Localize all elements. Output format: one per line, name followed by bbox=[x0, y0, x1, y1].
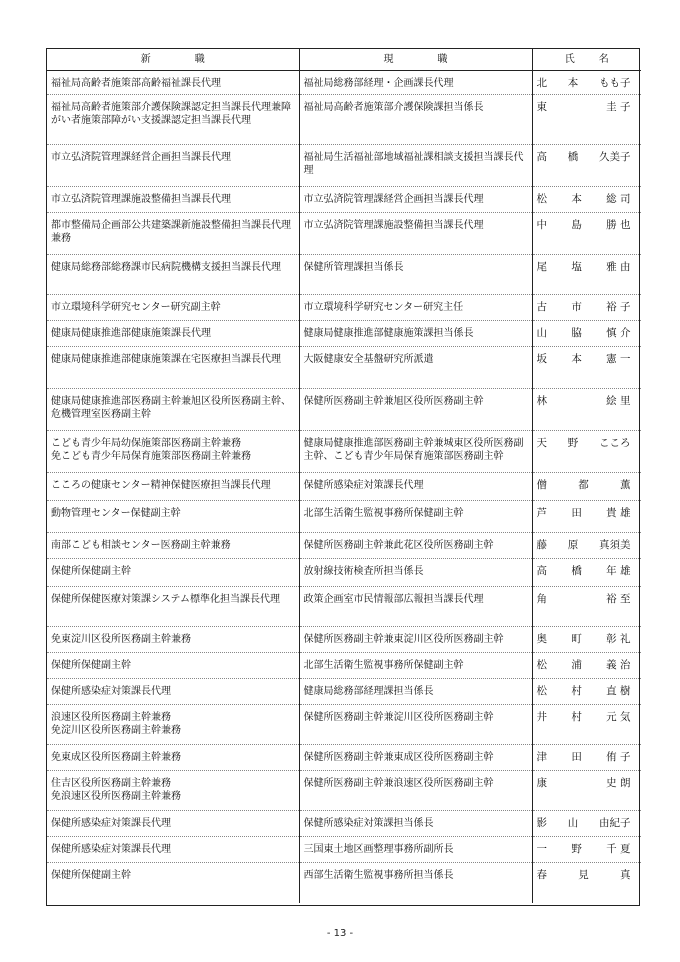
new-post-cell bbox=[47, 627, 299, 653]
name-part-surname-1: 尾 bbox=[536, 261, 547, 273]
table-row bbox=[47, 837, 641, 863]
person-name bbox=[537, 437, 631, 450]
name-part-given-name: 久美子 bbox=[599, 151, 631, 163]
name-part-surname-2: 野 bbox=[567, 437, 579, 449]
current-post-cell bbox=[299, 389, 532, 431]
person-name bbox=[537, 219, 631, 232]
current-post-text: 保健所感染症対策課長代理 bbox=[303, 480, 424, 491]
table-row bbox=[47, 431, 641, 473]
name-part-surname-2: 村 bbox=[571, 711, 582, 723]
new-post-cell bbox=[47, 95, 299, 145]
new-post-cell bbox=[47, 473, 299, 501]
new-post-text: 保健所感染症対策課長代理 bbox=[51, 818, 171, 829]
current-post-cell bbox=[299, 627, 532, 653]
name-cell bbox=[532, 295, 641, 321]
current-post-text: 保健所医務副主幹兼東淀川区役所医務副主幹 bbox=[303, 634, 504, 645]
name-cell bbox=[532, 255, 641, 295]
name-part-surname-2: 脇 bbox=[571, 327, 582, 339]
current-post-text: 保健所医務副主幹兼淀川区役所医務副主幹 bbox=[303, 712, 494, 723]
name-part-surname-1: 奥 bbox=[536, 633, 547, 645]
table-row bbox=[47, 187, 641, 213]
table-header-row bbox=[47, 49, 641, 71]
person-name bbox=[537, 261, 631, 274]
table-row bbox=[47, 679, 641, 705]
name-part-surname-2: 塩 bbox=[571, 261, 582, 273]
new-post-cell bbox=[47, 213, 299, 255]
new-post-cell bbox=[47, 679, 299, 705]
name-part-given-name: 元 気 bbox=[606, 711, 631, 723]
new-post-cell bbox=[47, 145, 299, 187]
table-row bbox=[47, 295, 641, 321]
name-part-surname-1: 山 bbox=[536, 327, 547, 339]
name-part-surname-2: 町 bbox=[571, 633, 582, 645]
current-post-text: 福祉局高齢者施策部介護保険課担当係長 bbox=[303, 102, 484, 113]
new-post-text: 健康局健康推進部医務副主幹兼旭区役所医務副主幹、危機管理室医務副主幹 bbox=[51, 396, 291, 420]
table-row bbox=[47, 559, 641, 587]
table-row bbox=[47, 71, 641, 95]
new-post-cell bbox=[47, 533, 299, 559]
new-post-cell bbox=[47, 187, 299, 213]
name-part-surname-1: 中 bbox=[536, 219, 547, 231]
current-post-cell bbox=[299, 705, 532, 745]
name-part-surname-1: 松 bbox=[536, 685, 547, 697]
name-cell bbox=[532, 653, 641, 679]
new-post-cell bbox=[47, 559, 299, 587]
current-post-text: 保健所管理課担当係長 bbox=[303, 262, 404, 273]
name-part-given-name: 史 朗 bbox=[606, 777, 631, 789]
name-part-given-name: 薫 bbox=[620, 479, 631, 491]
current-post-text: 政策企画室市民情報部広報担当課長代理 bbox=[303, 594, 484, 605]
new-post-text: 住吉区役所医務副主幹兼務 免浪速区役所医務副主幹兼務 bbox=[51, 778, 181, 802]
name-part-surname-2: 浦 bbox=[571, 659, 582, 671]
name-part-surname-1: 康 bbox=[536, 777, 547, 789]
current-post-text: 北部生活衛生監視事務所保健副主幹 bbox=[303, 508, 464, 519]
name-cell bbox=[532, 321, 641, 347]
personnel-table bbox=[47, 49, 641, 903]
name-part-given-name: 裕 子 bbox=[606, 301, 631, 313]
person-name bbox=[537, 539, 631, 552]
name-cell bbox=[532, 501, 641, 533]
current-post-text: 市立環境科学研究センター研究主任 bbox=[303, 302, 464, 313]
name-cell bbox=[532, 559, 641, 587]
name-part-surname-1: 藤 bbox=[536, 539, 547, 551]
name-part-given-name: 真 bbox=[620, 869, 631, 881]
name-part-surname-1: 高 bbox=[536, 151, 547, 163]
name-part-given-name: 憲 一 bbox=[606, 353, 631, 365]
name-part-surname-2: 山 bbox=[567, 817, 579, 829]
current-post-text: 健康局健康推進部医務副主幹兼城東区役所医務副主幹、こども青少年局保育施策部医務副主幹 bbox=[303, 438, 524, 462]
name-cell bbox=[532, 705, 641, 745]
name-part-surname-2: 本 bbox=[571, 193, 582, 205]
table-row bbox=[47, 627, 641, 653]
new-post-cell bbox=[47, 347, 299, 389]
table-row bbox=[47, 653, 641, 679]
name-part-surname-1: 僧 bbox=[536, 479, 547, 491]
table-body bbox=[47, 71, 641, 903]
current-post-cell bbox=[299, 771, 532, 811]
current-post-text: 福祉局生活福祉部地域福祉課相談支援担当課長代理 bbox=[303, 152, 524, 176]
person-name bbox=[537, 869, 631, 882]
current-post-cell bbox=[299, 811, 532, 837]
person-name bbox=[537, 507, 631, 520]
table-row bbox=[47, 473, 641, 501]
person-name bbox=[537, 151, 631, 164]
new-post-text: 福祉局高齢者施策部高齢福祉課長代理 bbox=[51, 78, 221, 89]
current-post-text: 保健所医務副主幹兼浪速区役所医務副主幹 bbox=[303, 778, 494, 789]
name-cell bbox=[532, 347, 641, 389]
new-post-cell bbox=[47, 811, 299, 837]
name-cell bbox=[532, 627, 641, 653]
new-post-text: 健康局健康推進部健康施策課在宅医療担当課長代理 bbox=[51, 354, 281, 365]
new-post-text: 都市整備局企画部公共建築課新施設整備担当課長代理兼務 bbox=[51, 220, 291, 244]
name-cell bbox=[532, 95, 641, 145]
name-part-surname-1: 井 bbox=[536, 711, 547, 723]
name-part-surname-2: 橋 bbox=[567, 151, 579, 163]
current-post-cell bbox=[299, 255, 532, 295]
name-part-surname-2: 野 bbox=[571, 843, 582, 855]
page-number: - 13 - bbox=[326, 928, 354, 939]
current-post-text: 市立弘済院管理課施設整備担当課長代理 bbox=[303, 220, 484, 231]
person-name bbox=[537, 77, 631, 90]
person-name bbox=[537, 565, 631, 578]
current-post-text: 保健所医務副主幹兼此花区役所医務副主幹 bbox=[303, 540, 494, 551]
current-post-cell bbox=[299, 145, 532, 187]
new-post-text: 保健所保健副主幹 bbox=[51, 660, 131, 671]
new-post-cell bbox=[47, 501, 299, 533]
person-name bbox=[537, 327, 631, 340]
name-cell bbox=[532, 431, 641, 473]
name-part-given-name: もも子 bbox=[599, 77, 631, 89]
table-row bbox=[47, 745, 641, 771]
current-post-cell bbox=[299, 533, 532, 559]
personnel-table-frame bbox=[46, 48, 640, 906]
name-part-given-name: 勝 也 bbox=[606, 219, 631, 231]
name-part-surname-1: 東 bbox=[536, 101, 547, 113]
person-name bbox=[537, 353, 631, 366]
new-post-cell bbox=[47, 431, 299, 473]
name-part-surname-1: 一 bbox=[536, 843, 547, 855]
name-cell bbox=[532, 771, 641, 811]
person-name bbox=[537, 593, 631, 606]
new-post-cell bbox=[47, 321, 299, 347]
new-post-text: 動物管理センター保健副主幹 bbox=[51, 508, 181, 519]
current-post-text: 北部生活衛生監視事務所保健副主幹 bbox=[303, 660, 464, 671]
table-row bbox=[47, 95, 641, 145]
current-post-cell bbox=[299, 95, 532, 145]
person-name bbox=[537, 685, 631, 698]
header-name: 氏 名 bbox=[532, 49, 641, 71]
person-name bbox=[537, 711, 631, 724]
table-row bbox=[47, 255, 641, 295]
name-part-given-name: 真須美 bbox=[599, 539, 631, 551]
name-part-surname-1: 高 bbox=[536, 565, 547, 577]
name-part-given-name: 総 司 bbox=[606, 193, 631, 205]
name-part-given-name: 侑 子 bbox=[606, 751, 631, 763]
name-cell bbox=[532, 679, 641, 705]
name-part-given-name: 圭 子 bbox=[606, 101, 631, 113]
name-part-surname-1: 芦 bbox=[536, 507, 547, 519]
current-post-cell bbox=[299, 213, 532, 255]
name-part-surname-2: 原 bbox=[567, 539, 579, 551]
new-post-cell bbox=[47, 71, 299, 95]
name-part-given-name: 裕 至 bbox=[606, 593, 631, 605]
current-post-text: 保健所医務副主幹兼旭区役所医務副主幹 bbox=[303, 396, 484, 407]
table-row bbox=[47, 389, 641, 431]
new-post-text: 健康局健康推進部健康施策課長代理 bbox=[51, 328, 211, 339]
name-part-surname-2: 都 bbox=[578, 479, 589, 491]
name-part-surname-2: 島 bbox=[571, 219, 582, 231]
current-post-cell bbox=[299, 187, 532, 213]
name-part-given-name: 慎 介 bbox=[606, 327, 631, 339]
person-name bbox=[537, 659, 631, 672]
current-post-cell bbox=[299, 653, 532, 679]
new-post-cell bbox=[47, 745, 299, 771]
table-row bbox=[47, 863, 641, 903]
name-part-surname-2: 田 bbox=[571, 507, 582, 519]
current-post-cell bbox=[299, 431, 532, 473]
table-row bbox=[47, 347, 641, 389]
name-cell bbox=[532, 811, 641, 837]
name-part-surname-2: 見 bbox=[578, 869, 589, 881]
person-name bbox=[537, 817, 631, 830]
name-part-surname-1: 松 bbox=[536, 659, 547, 671]
name-part-surname-1: 角 bbox=[536, 593, 547, 605]
current-post-cell bbox=[299, 501, 532, 533]
name-part-given-name: 絵 里 bbox=[606, 395, 631, 407]
name-part-given-name: こころ bbox=[599, 437, 631, 449]
new-post-text: こども青少年局幼保施策部医務副主幹兼務 免こども青少年局保育施策部医務副主幹兼務 bbox=[51, 438, 251, 462]
table-row bbox=[47, 145, 641, 187]
current-post-cell bbox=[299, 587, 532, 627]
name-part-surname-2: 市 bbox=[571, 301, 582, 313]
new-post-text: 保健所感染症対策課長代理 bbox=[51, 844, 171, 855]
current-post-text: 健康局総務部経理課担当係長 bbox=[303, 686, 434, 697]
table-row bbox=[47, 213, 641, 255]
table-row bbox=[47, 587, 641, 627]
new-post-cell bbox=[47, 653, 299, 679]
new-post-text: こころの健康センター精神保健医療担当課長代理 bbox=[51, 480, 271, 491]
person-name bbox=[537, 633, 631, 646]
person-name bbox=[537, 751, 631, 764]
new-post-text: 免東淀川区役所医務副主幹兼務 bbox=[51, 634, 191, 645]
name-part-surname-2: 本 bbox=[571, 353, 582, 365]
name-part-surname-1: 影 bbox=[536, 817, 547, 829]
current-post-cell bbox=[299, 347, 532, 389]
new-post-cell bbox=[47, 771, 299, 811]
name-part-given-name: 貴 雄 bbox=[606, 507, 631, 519]
current-post-text: 保健所医務副主幹兼東成区役所医務副主幹 bbox=[303, 752, 494, 763]
new-post-cell bbox=[47, 389, 299, 431]
current-post-text: 市立弘済院管理課経営企画担当課長代理 bbox=[303, 194, 484, 205]
person-name bbox=[537, 843, 631, 856]
current-post-cell bbox=[299, 837, 532, 863]
name-part-surname-1: 坂 bbox=[536, 353, 547, 365]
person-name bbox=[537, 395, 631, 408]
person-name bbox=[537, 479, 631, 492]
new-post-text: 市立環境科学研究センター研究副主幹 bbox=[51, 302, 221, 313]
name-part-given-name: 直 樹 bbox=[606, 685, 631, 697]
name-cell bbox=[532, 187, 641, 213]
name-cell bbox=[532, 389, 641, 431]
new-post-text: 市立弘済院管理課経営企画担当課長代理 bbox=[51, 152, 231, 163]
new-post-text: 保健所保健副主幹 bbox=[51, 870, 131, 881]
table-row bbox=[47, 811, 641, 837]
name-part-surname-2: 田 bbox=[571, 751, 582, 763]
new-post-cell bbox=[47, 863, 299, 903]
new-post-text: 免東成区役所医務副主幹兼務 bbox=[51, 752, 181, 763]
current-post-cell bbox=[299, 473, 532, 501]
current-post-cell bbox=[299, 679, 532, 705]
table-row bbox=[47, 321, 641, 347]
new-post-cell bbox=[47, 295, 299, 321]
name-cell bbox=[532, 145, 641, 187]
header-current-post: 現 職 bbox=[299, 49, 532, 71]
new-post-text: 浪速区役所医務副主幹兼務 免淀川区役所医務副主幹兼務 bbox=[51, 712, 181, 736]
name-cell bbox=[532, 473, 641, 501]
new-post-cell bbox=[47, 587, 299, 627]
name-part-surname-1: 松 bbox=[536, 193, 547, 205]
name-part-surname-1: 津 bbox=[536, 751, 547, 763]
name-cell bbox=[532, 213, 641, 255]
name-part-given-name: 雅 由 bbox=[606, 261, 631, 273]
name-part-surname-1: 古 bbox=[536, 301, 547, 313]
name-part-given-name: 彰 礼 bbox=[606, 633, 631, 645]
person-name bbox=[537, 301, 631, 314]
person-name bbox=[537, 193, 631, 206]
person-name bbox=[537, 101, 631, 114]
current-post-cell bbox=[299, 745, 532, 771]
name-cell bbox=[532, 71, 641, 95]
new-post-cell bbox=[47, 255, 299, 295]
current-post-cell bbox=[299, 295, 532, 321]
current-post-text: 放射線技術検査所担当係長 bbox=[303, 566, 424, 577]
name-part-surname-2: 橋 bbox=[571, 565, 582, 577]
current-post-text: 健康局健康推進部健康施策課担当係長 bbox=[303, 328, 474, 339]
current-post-cell bbox=[299, 71, 532, 95]
name-part-surname-1: 北 bbox=[536, 77, 547, 89]
table-row bbox=[47, 533, 641, 559]
current-post-text: 三国東土地区画整理事務所副所長 bbox=[303, 844, 454, 855]
new-post-text: 健康局総務部総務課市民病院機構支援担当課長代理 bbox=[51, 262, 281, 273]
name-part-surname-1: 春 bbox=[536, 869, 547, 881]
current-post-text: 大阪健康安全基盤研究所派遣 bbox=[303, 354, 434, 365]
name-cell bbox=[532, 745, 641, 771]
new-post-text: 保健所保健副主幹 bbox=[51, 566, 131, 577]
table-row bbox=[47, 771, 641, 811]
header-new-post: 新 職 bbox=[47, 49, 299, 71]
name-cell bbox=[532, 533, 641, 559]
person-name bbox=[537, 777, 631, 790]
table-row bbox=[47, 501, 641, 533]
current-post-cell bbox=[299, 559, 532, 587]
current-post-text: 西部生活衛生監視事務所担当係長 bbox=[303, 870, 454, 881]
name-part-surname-1: 林 bbox=[536, 395, 547, 407]
name-part-surname-1: 天 bbox=[536, 437, 547, 449]
name-part-surname-2: 村 bbox=[571, 685, 582, 697]
new-post-cell bbox=[47, 705, 299, 745]
name-part-given-name: 千 夏 bbox=[606, 843, 631, 855]
new-post-text: 福祉局高齢者施策部介護保険課認定担当課長代理兼障がい者施策部障がい支援課認定担当課長代理 bbox=[51, 102, 291, 126]
new-post-cell bbox=[47, 837, 299, 863]
current-post-text: 福祉局総務部経理・企画課長代理 bbox=[303, 78, 454, 89]
name-part-given-name: 由紀子 bbox=[599, 817, 631, 829]
new-post-text: 南部こども相談センター医務副主幹兼務 bbox=[51, 540, 231, 551]
name-part-surname-2: 本 bbox=[567, 77, 579, 89]
current-post-cell bbox=[299, 321, 532, 347]
name-part-given-name: 年 雄 bbox=[606, 565, 631, 577]
name-part-given-name: 義 治 bbox=[606, 659, 631, 671]
new-post-text: 保健所感染症対策課長代理 bbox=[51, 686, 171, 697]
new-post-text: 市立弘済院管理課施設整備担当課長代理 bbox=[51, 194, 231, 205]
name-cell bbox=[532, 863, 641, 903]
name-cell bbox=[532, 587, 641, 627]
current-post-text: 保健所感染症対策課担当係長 bbox=[303, 818, 434, 829]
table-row bbox=[47, 705, 641, 745]
name-cell bbox=[532, 837, 641, 863]
current-post-cell bbox=[299, 863, 532, 903]
new-post-text: 保健所保健医療対策課システム標準化担当課長代理 bbox=[51, 594, 280, 605]
